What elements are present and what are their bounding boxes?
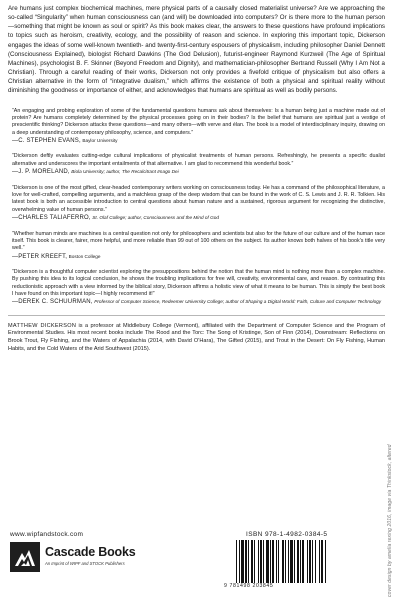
endorsement xyxy=(12,231,385,262)
endorser-name: —PETER KREEFT, xyxy=(12,253,68,260)
endorsement-attribution xyxy=(12,168,385,177)
endorser-affiliation: Baylor University xyxy=(82,137,118,143)
cascade-logo-icon xyxy=(10,542,40,572)
publisher-imprint: An Imprint of WIPF and STOCK Publishers xyxy=(45,561,125,566)
endorsement-text: “An engaging and probing exploration of some of the fundamental questions humans ask about themselves: Is a human being just a machine made out of protein? Are humans completely determined by the physical processes going on in their bodies? Is the belief that humans are spiritual just a vestige of prescientific thinking? Dickerson attacks these questions—and many others—with verve and élan. The book is a model of interdisciplinary inquiry, drawing on a deep understanding of contemporary philosophy, science, and computers.” xyxy=(12,107,385,136)
endorsement xyxy=(12,185,385,223)
endorser-affiliation: Biola University; author, The Recalcitrant Imago Dei xyxy=(71,169,179,175)
endorsement-text: “Dickerson deftly evaluates cutting-edge cultural implications of physicalist treatments of human persons. Refreshingly, he presents a specific dualist alternative and underscores the important entailments of that alternative. I am glad to recommend this wonderful book.” xyxy=(12,153,385,167)
endorsement xyxy=(12,108,385,146)
divider-line xyxy=(8,315,385,316)
author-bio xyxy=(8,323,385,353)
endorsement-text: “Whether human minds are machines is a central question not only for philosophers and scientists but also for the future of our culture and of the human race itself. This book is clearer, fairer, more helpful, and more reliable than 99 out of 100 others on the subject. Its author knows both halves of his book’s title very well.” xyxy=(12,230,385,252)
endorsement xyxy=(12,269,385,307)
endorser-name: —DEREK C. SCHUURMAN, xyxy=(12,299,93,306)
author-name: MATTHEW DICKERSON xyxy=(8,322,77,329)
endorser-affiliation: Professor of Computer Science, Redeemer University College; author of Shaping a Digital World: Faith, Culture and Computer Technology xyxy=(94,299,382,305)
endorsement-text: “Dickerson is one of the most gifted, clear-headed contemporary writers working on consciousness today. He has a command of the philosophical literature, a love for well-crafted, compelling arguments, and a matchless grasp of the deep wisdom that can be found in the work of C. S. Lewis and J. R. R. Tolkien. His latest book is both an accessible introduction to central questions about human nature and a sustained, rigorous argument for recognizing the distinctive, overwhelming value of human persons.” xyxy=(12,184,385,213)
endorser-name: —C. STEPHEN EVANS, xyxy=(12,137,81,144)
endorser-affiliation: Boston College xyxy=(68,253,101,259)
isbn-text: ISBN 978-1-4982-0384-5 xyxy=(246,531,328,538)
barcode-icon xyxy=(234,540,360,583)
publisher-logo xyxy=(10,542,170,572)
endorser-name: —CHARLES TALIAFERRO, xyxy=(12,215,91,221)
publisher-name: Cascade Books xyxy=(45,545,136,559)
barcode-number: 9 781498 203845 xyxy=(224,583,274,589)
endorsement-attribution xyxy=(12,137,385,146)
cover-credit: cover design by amelia rexing 2016, image via Thinkstock, altered xyxy=(387,444,393,597)
publisher-url: www.wipfandstock.com xyxy=(10,531,84,538)
endorsement-text: “Dickerson is a thoughtful computer scientist exploring the presuppositions behind the notion that the human mind is nothing more than a complex machine. By pushing this idea to its logical conclusion, he shows the troubling implications for free will, creativity, environmental care, and reason. By contrasting this reductionistic approach with a view informed by the biblical story, Dickerson affirms a holistic view of what it means to be human. This is simply the best book I have found on this important topic—I highly recommend it!” xyxy=(12,269,385,298)
endorser-name: —J. P. MORELAND, xyxy=(12,169,70,176)
endorser-affiliation: St. Olaf College; author, Consciousness and the Mind of God xyxy=(92,215,219,220)
endorsement xyxy=(12,153,385,176)
back-cover xyxy=(8,4,385,353)
footer xyxy=(10,531,382,597)
book-description: Are humans just complex biochemical machines, mere physical parts of a causally closed materialist universe? Are we approaching the so-called “Singularity” when human consciousness can (and will) be downloaded into computers? Or is there more to the human person—something that might be known as soul or spirit? As this book makes clear, the answers to these questions have profound implications to topics such as heroism, creativity, ecology, and the possibility of reason and science. In exploring this important topic, Dickerson engages the ideas of some well-known twentieth- and twenty-first-century espousers of physicalism, including philosopher Daniel Dennett (Consciousness Explained), biologist Richard Dawkins (The God Delusion), futurist-engineer Raymond Kurzweil (The Age of Spiritual Machines), psychologist B. F. Skinner (Beyond Freedom and Dignity), and mathematician-philosopher Bertrand Russell (Why I Am Not a Christian). Through a careful reading of their works, Dickerson not only provides a fivefold critique of physicalism but also offers a Christian alternative in the form of “integrative dualism,” which affirms the existence of both a physical and spiritual reality without diminishing the goodness or importance of either, and acknowledges that humans are spiritual as well as bodily persons. xyxy=(8,5,385,95)
endorsement-attribution xyxy=(12,214,385,223)
endorsements xyxy=(12,108,385,307)
isbn-block xyxy=(222,531,372,593)
endorsement-attribution xyxy=(12,253,385,262)
endorsement-attribution xyxy=(12,298,385,307)
author-bio-text: is a professor at Middlebury College (Vermont), affiliated with the Department of Computer Science and the Program of Environmental Studies. His most recent books include The Rood and the Torc: The Song of Kristinge, Son of Finn (2014), Downstream: Reflections on Brook Trout, Fly Fishing, and the Waters of Appalachia (2014, with David O’Hara), The Gifted (2015), and Trout in the Desert: On Fly Fishing, Human Habits, and the Cold Waters of the Arid Southwest (2015). xyxy=(8,322,385,352)
